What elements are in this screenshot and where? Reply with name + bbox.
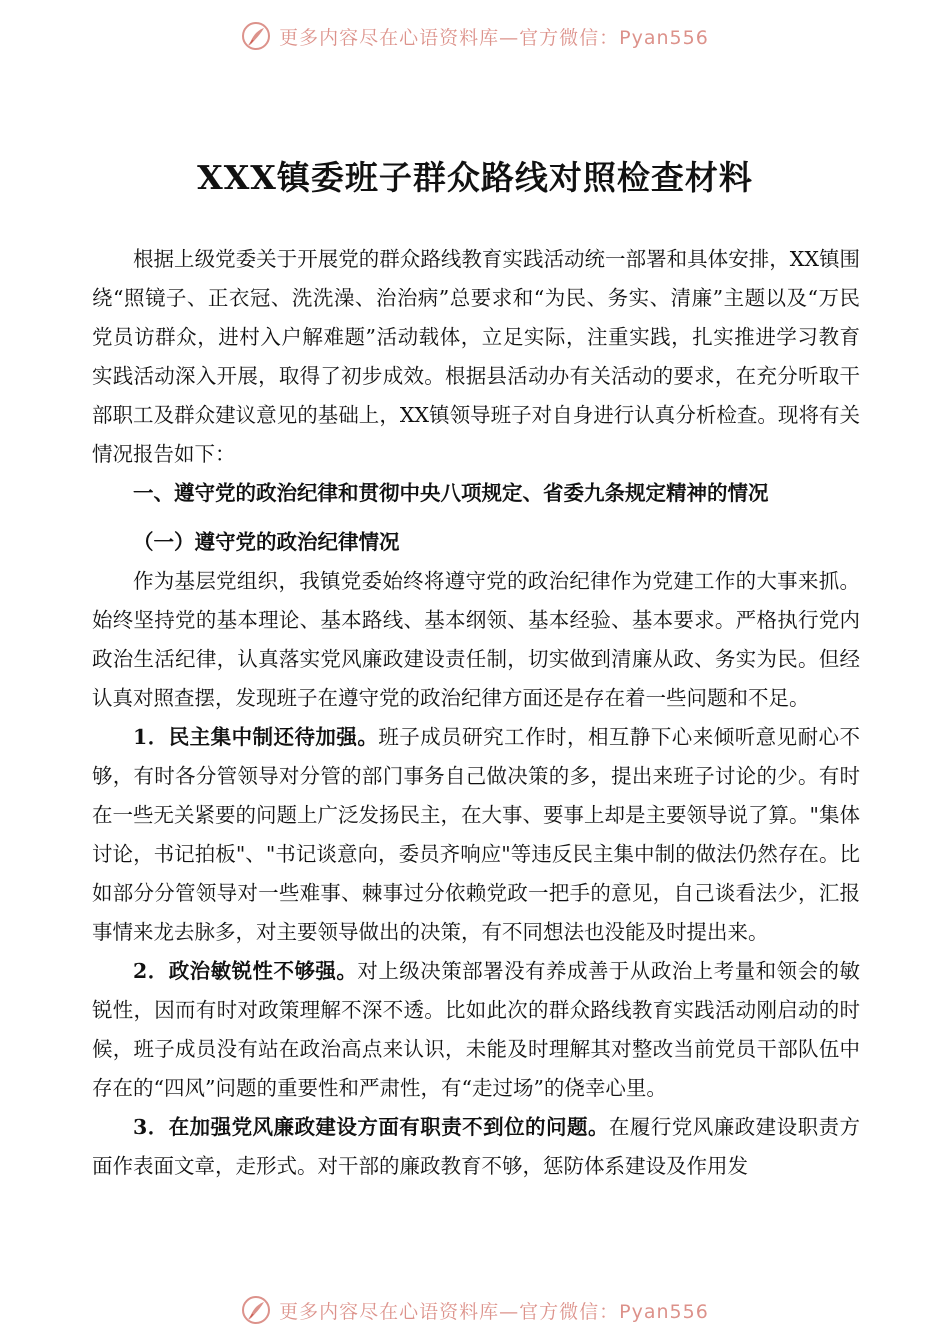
watermark-text: 更多内容尽在心语资料库—官方微信：Pyan556 [279,1300,709,1323]
subsection-1-heading: （一）遵守党的政治纪律情况 [133,530,400,554]
watermark-text: 更多内容尽在心语资料库—官方微信：Pyan556 [279,26,709,49]
subsection-1-paragraph: 作为基层党组织，我镇党委始终将遵守党的政治纪律作为党建工作的大事来抓。始终坚持党的基本理论、基本路线、基本纲领、基本经验、基本要求。严格执行党内政治生活纪律，认真落实党风廉政建设责任制，切实做到清廉从政、务实为民。但经认真对照查摆，发现班子在遵守党的政治纪律方面还是存在着一些问题和不足。 [92,569,860,710]
item-2-paragraph [92,952,860,1108]
watermark-footer [0,1290,950,1330]
item-3-paragraph [92,1108,860,1186]
quill-logo-icon [241,21,271,51]
item-2-lead: 2．政治敏锐性不够强。 [133,959,358,983]
section-1-heading: 一、遵守党的政治纪律和贯彻中央八项规定、省委九条规定精神的情况 [133,481,769,505]
item-1-lead: 1．民主集中制还待加强。 [133,725,379,749]
item-3-body: 在履行党风廉政建设职责方面作表面文章，走形式。对干部的廉政教育不够，惩防体系建设及作用发 [92,1115,860,1178]
document-title: XXX镇委班子群众路线对照检查材料 [197,158,753,197]
document-body [92,240,860,1186]
intro-paragraph: 根据上级党委关于开展党的群众路线教育实践活动统一部署和具体安排，XX镇围绕“照镜子、正衣冠、洗洗澡、治治病”总要求和“为民、务实、清廉”主题以及“万民党员访群众，进村入户解难题”活动载体，立足实际，注重实践，扎实推进学习教育实践活动深入开展，取得了初步成效。根据县活动办有关活动的要求，在充分听取干部职工及群众建议意见的基础上，XX镇领导班子对自身进行认真分析检查。现将有关情况报告如下： [92,247,860,466]
watermark-header [0,16,950,56]
watermark-wechat-id: Pyan556 [619,1300,709,1323]
watermark-wechat-id: Pyan556 [619,26,709,49]
item-1-body: 班子成员研究工作时，相互静下心来倾听意见耐心不够，有时各分管领导对分管的部门事务自己做决策的多，提出来班子讨论的少。有时在一些无关紧要的问题上广泛发扬民主，在大事、要事上却是主要领导说了算。"集体讨论，书记拍板"、"书记谈意向，委员齐响应"等违反民主集中制的做法仍然存在。比如部分分管领导对一些难事、棘事过分依赖党政一把手的意见，自己谈看法少，汇报事情来龙去脉多，对主要领导做出的决策，有不同想法也没能及时提出来。 [92,725,861,944]
item-1-paragraph [92,718,860,952]
item-3-lead: 3．在加强党风廉政建设方面有职责不到位的问题。 [133,1115,609,1139]
item-2-body: 对上级决策部署没有养成善于从政治上考量和领会的敏锐性，因而有时对政策理解不深不透。比如此次的群众路线教育实践活动刚启动的时候，班子成员没有站在政治高点来认识，未能及时理解其对整改当前党员干部队伍中存在的“四风”问题的重要性和严肃性，有“走过场”的侥幸心里。 [92,959,861,1100]
quill-logo-icon [241,1295,271,1325]
